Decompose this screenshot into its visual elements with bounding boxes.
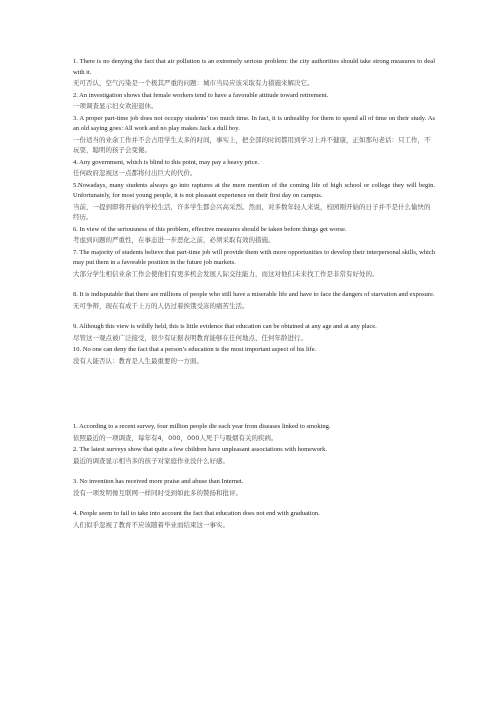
paragraph-gap bbox=[73, 500, 435, 509]
sentence-zh: 考虑到问题的严重性，在事态进一步恶化之前，必须采取有效的措施。 bbox=[73, 236, 275, 244]
sentence-zh: 当前，一提到即将开始的学校生活，许多学生都会兴高采烈。然而，对多数年轻人来说，校园刚开始的日子并不是什么愉快的经历。 bbox=[73, 202, 431, 221]
sentence-zh: 大部分学生相信业余工作会使他们有更多机会发展人际交往能力，而这对他们未来找工作是非常有好处的。 bbox=[73, 269, 379, 278]
sentence-en: 4. People seem to fail to take into account the fact that education does not end with graduation. bbox=[73, 510, 320, 517]
sentence-en: 1. There is no denying the fact that air pollution is an extremely serious problem: the city authorities should take strong measures to deal with it. bbox=[73, 58, 435, 76]
sentence-en: 3. No invention has received more praise and abuse than Internet. bbox=[73, 478, 244, 485]
sentence-en: 2. An investigation shows that female workers tend to have a favorable attitude toward retirement. bbox=[73, 91, 329, 99]
sentence-section-2 bbox=[73, 422, 435, 530]
sentence-zh: 依照最近的一项调查，每年有4，000，000人死于与吸烟有关的疾病。 bbox=[73, 433, 278, 442]
sentence-zh: 无可争辩，现在有成千上万的人仍过着挨饿受冻的痛苦生活。 bbox=[73, 301, 249, 310]
sentence-en: 6. In view of the seriousness of this problem, effective measures should be taken before things get worse. bbox=[73, 225, 347, 233]
sentence-en: 5.Nowadays, many students always go into raptures at the mere mention of the coming life of high school or college they will begin. Unfortunately, for most young people, it is not pleasant experience on their first day on campus. bbox=[73, 181, 435, 199]
sentence-zh: 没有人能否认：教育是人生最重要的一方面。 bbox=[73, 356, 203, 365]
paragraph-gap bbox=[73, 468, 435, 477]
sentence-en: 4. Any government, which is blind to this point, may pay a heavy price. bbox=[73, 158, 260, 166]
sentence-zh: 一项调查显示妇女欢迎退休。 bbox=[73, 102, 158, 110]
sentence-en: 8. It is indisputable that there are millions of people who still have a miserable life and have to face the dangers of starvation and exposure. bbox=[73, 291, 435, 298]
sentence-en: 3. A proper part-time job does not occupy students’ too much time. In fact, it is unhealthy for them to spend all of time on their study. As an old saying goes: All work and no play makes Jack a dull boy. bbox=[73, 114, 435, 132]
sentence-zh: 最近的调查显示相当多的孩子对家庭作业没什么好感。 bbox=[73, 456, 229, 465]
sentence-en: 10. No one can deny the fact that a person’s education is the most important aspect of his life. bbox=[73, 346, 317, 353]
sentence-en: 2. The latest surveys show that quite a few children have unpleasant associations with homework. bbox=[73, 446, 328, 453]
sentence-zh: 尽管这一观点被广泛接受，很少有证据表明教育能够在任何地点、任何年龄进行。 bbox=[73, 333, 307, 342]
paragraph-gap bbox=[73, 313, 435, 322]
sentence-zh: 没有一项发明像互联网一样同时受到如此多的赞扬和批评。 bbox=[73, 488, 242, 497]
sentence-en: 7. The majority of students believe that part-time job will provide them with more opportunities to develop their interpersonal skills, which may put them in a favorable position in the future job markets. bbox=[73, 248, 435, 266]
sentence-zh: 无可否认，空气污染是一个极其严重的问题：城市当局应该采取有力措施来解决它。 bbox=[73, 79, 314, 87]
sentence-section-1 bbox=[73, 57, 435, 366]
sentence-zh: 人们似乎忽视了教育不应该随着毕业而结束这一事实。 bbox=[73, 520, 229, 529]
sentence-zh: 任何政府忽视这一点都将付出巨大的代价。 bbox=[73, 169, 197, 177]
sentence-en: 1. According to a recent survey, four million people die each year from diseases linked to smoking. bbox=[73, 423, 331, 430]
sentence-zh: 一份适当的业余工作并不会占用学生太多的时间，事实上，把全部的时间都用到学习上并不健康，正如那句老话：只工作，不玩耍，聪明的孩子会变傻。 bbox=[73, 135, 431, 154]
sentence-en: 9. Although this view is wildly held, this is little evidence that education can be obtained at any age and at any place. bbox=[73, 323, 377, 330]
paragraph-gap bbox=[73, 281, 435, 290]
document-page bbox=[73, 57, 435, 532]
